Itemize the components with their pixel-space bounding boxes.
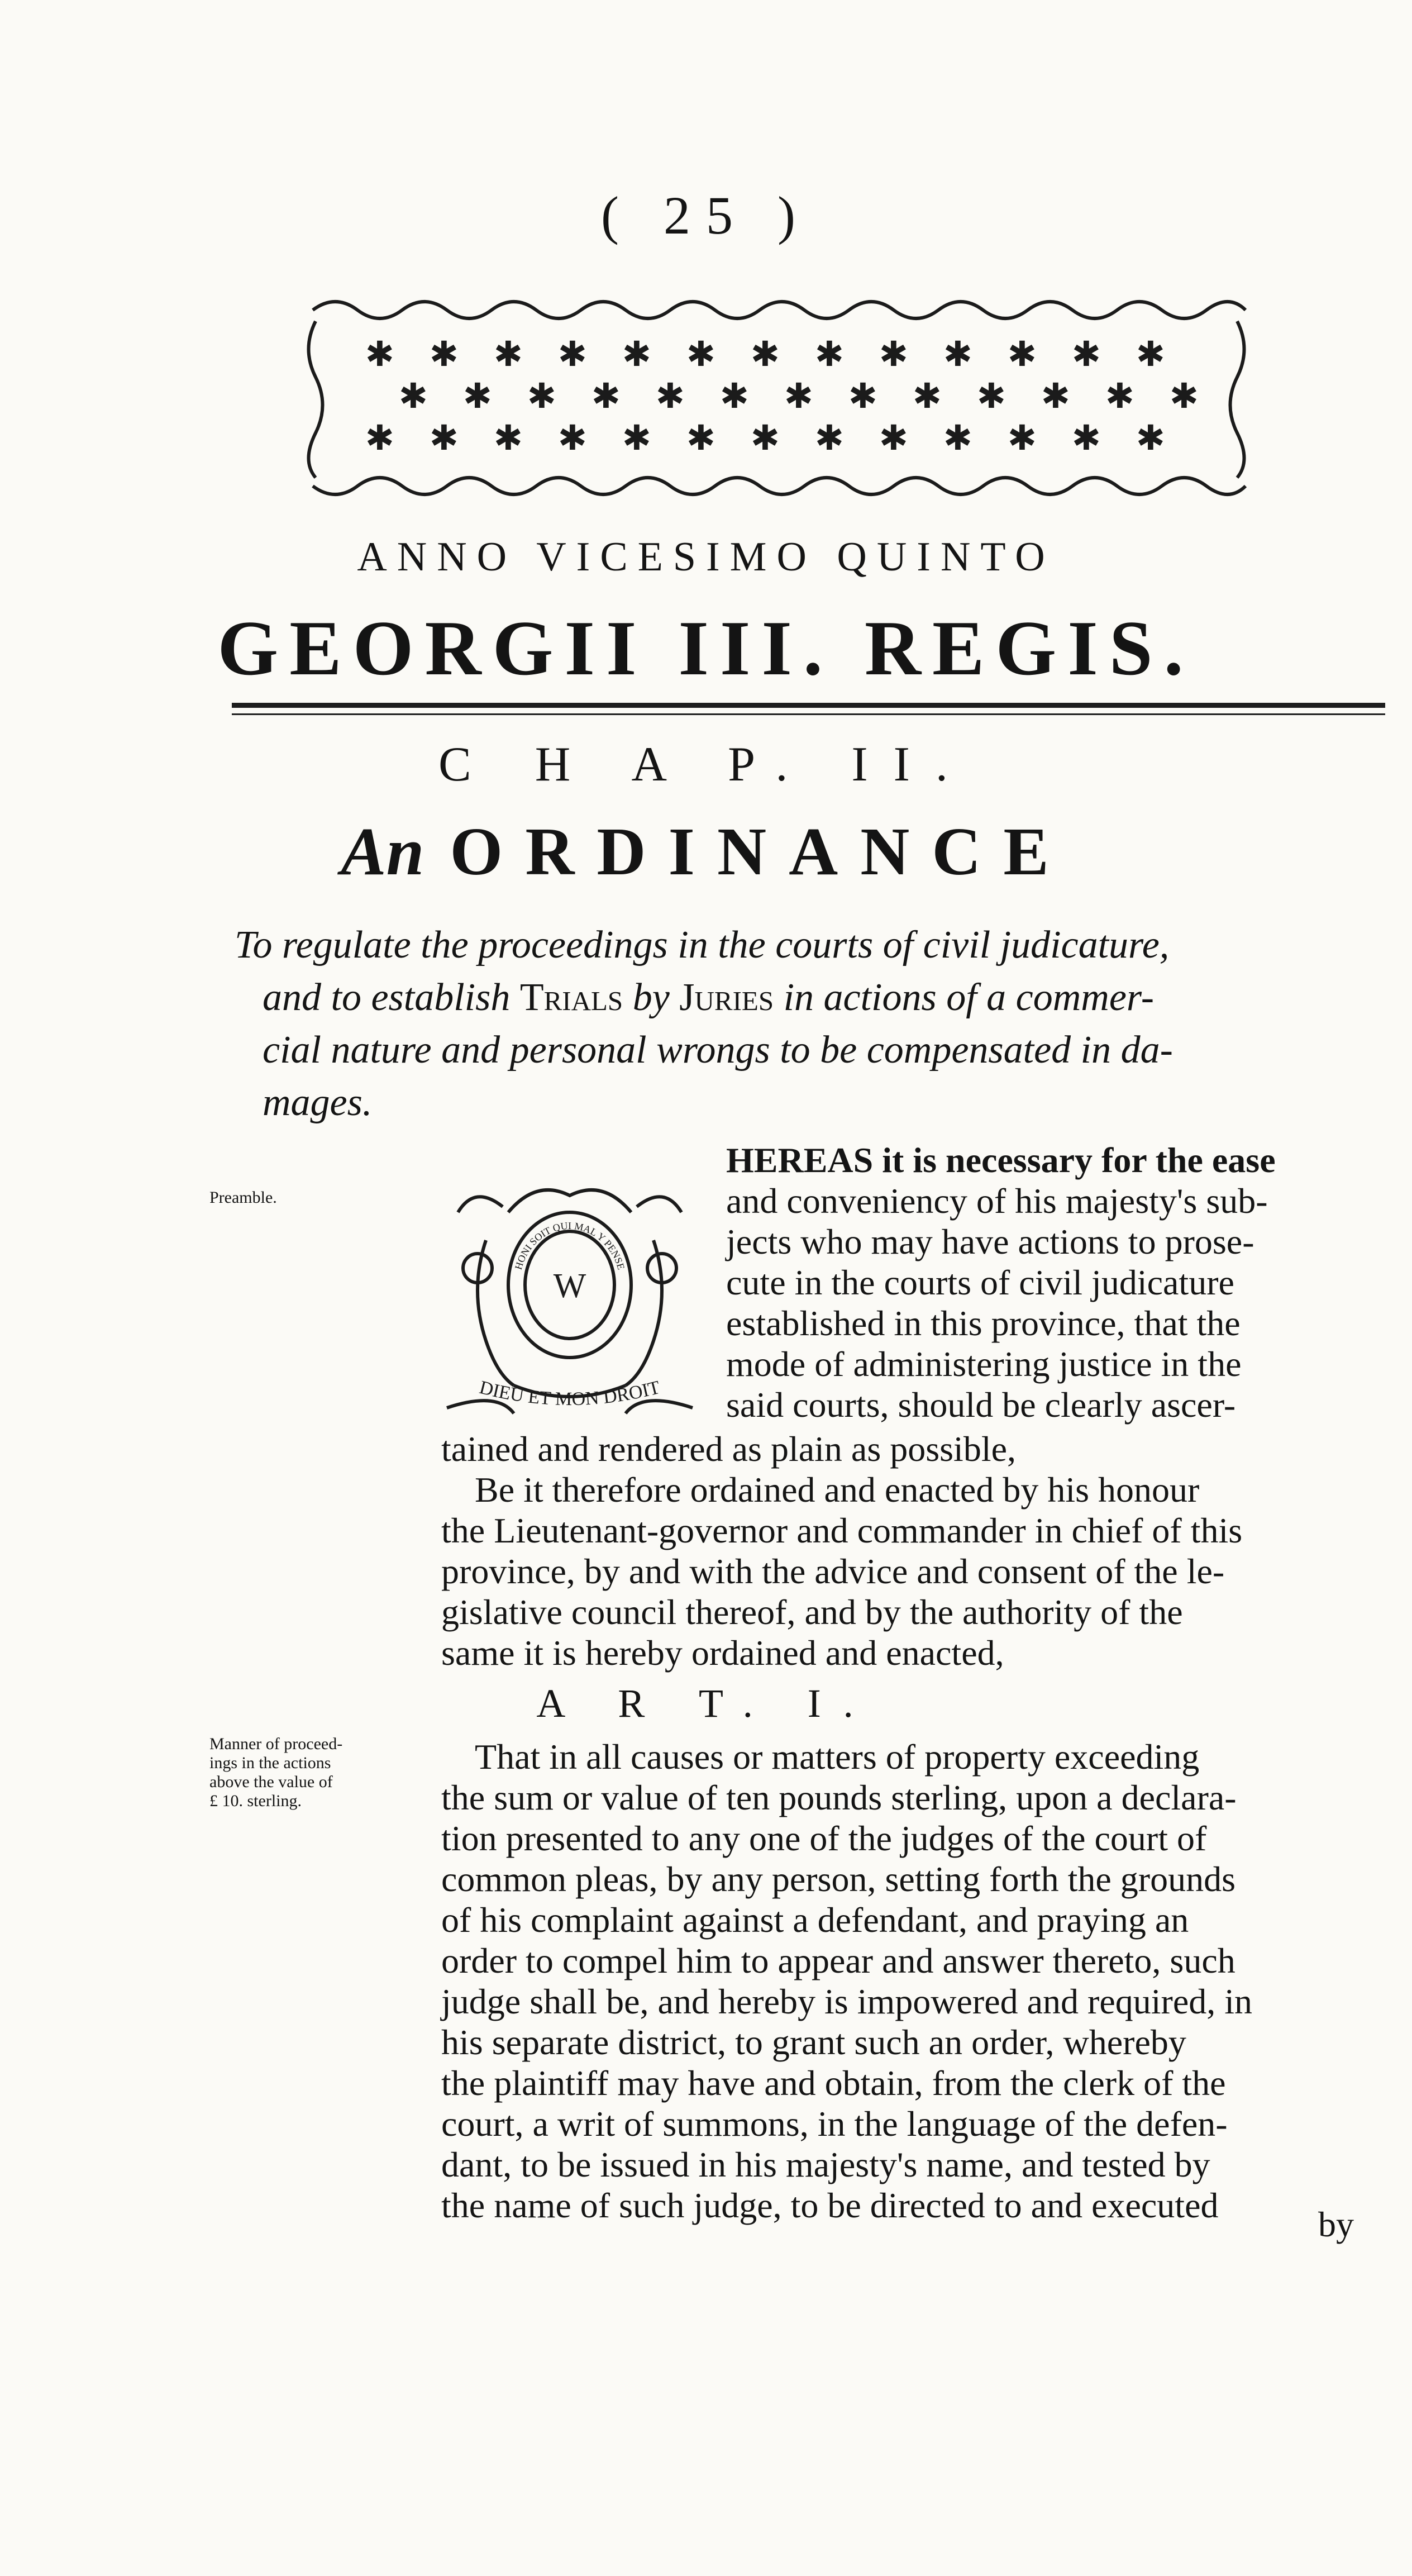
ornament-star-icon: ✱ [622,417,651,458]
preamble-line: cute in the courts of civil judicature [726,1263,1234,1302]
ornament-star-icon: ✱ [686,417,715,458]
subtitle-text: cial nature and personal wrongs to be compensated in da- [263,1029,1173,1072]
ornament-header-band [302,288,1251,511]
preamble-line: jects who may have actions to prose- [726,1222,1254,1261]
subtitle-text: by [623,976,680,1019]
ornament-star-icon: ✱ [848,375,877,416]
article-line: the sum or value of ten pounds sterling, upon a declara- [441,1778,1237,1817]
crest-letter: W [553,1267,586,1305]
article-line: tion presented to any one of the judges of the court of [441,1818,1207,1858]
ornament-star-icon: ✱ [913,375,942,416]
subtitle-line-1 [235,919,1368,972]
article-line: judge shall be, and hereby is impowered and required, in [441,1982,1252,2021]
subtitle-trials: Trials [519,976,623,1019]
crest-motto: DIEU ET MON DROIT [477,1377,662,1410]
ordinance-subtitle [235,919,1368,1129]
ornament-star-icon: ✱ [1072,334,1101,374]
ornament-star-icon: ✱ [1136,417,1165,458]
ornament-star-icon: ✱ [430,417,459,458]
ornament-star-icon: ✱ [815,417,844,458]
ornament-star-icon: ✱ [815,334,844,374]
marginal-note-line: ings in the actions [209,1754,331,1772]
crest-garter-motto: HONI SOIT QUI MAL Y PENSE [512,1220,627,1271]
article-line: court, a writ of summons, in the language of the defen- [441,2104,1228,2144]
subtitle-line-2 [235,972,1368,1024]
subtitle-text: To regulate the proceedings in the courts of civil judicature, [235,923,1170,966]
ornament-star-icon: ✱ [720,375,749,416]
royal-coat-of-arms-icon [424,1145,715,1425]
ornament-star-icon: ✱ [1072,417,1101,458]
subtitle-juries: Juries [679,976,774,1019]
preamble-line: HEREAS it is necessary for the ease [726,1140,1276,1180]
body-line: same it is hereby ordained and enacted, [441,1633,1004,1673]
body-line: gislative council thereof, and by the authority of the [441,1592,1183,1632]
preamble-line: and conveniency of his majesty's sub- [726,1181,1268,1221]
ornament-star-icon: ✱ [430,334,459,374]
subtitle-text: in actions of a commer- [774,976,1155,1019]
marginal-note-preamble: Preamble. [209,1188,277,1207]
ornament-star-icon: ✱ [399,375,428,416]
preamble-line: established in this province, that the [726,1303,1241,1343]
ornament-star-icon: ✱ [622,334,651,374]
article-line: his separate district, to grant such an order, whereby [441,2022,1186,2062]
ornament-star-icon: ✱ [463,375,492,416]
ornament-star-icon: ✱ [1170,375,1199,416]
ornament-star-icon: ✱ [365,334,394,374]
ornament-star-icon: ✱ [527,375,556,416]
ornament-star-icon: ✱ [943,417,972,458]
article-line: of his complaint against a defendant, and praying an [441,1900,1189,1940]
article-heading: A R T. I. [536,1681,876,1726]
ornament-star-icon: ✱ [751,334,780,374]
ornament-star-icon: ✱ [1105,375,1134,416]
page-number: ( 25 ) [601,185,811,245]
subtitle-line-4 [235,1077,1368,1129]
subtitle-text: and to establish [263,976,520,1019]
ornament-star-icon: ✱ [558,334,587,374]
ornament-star-icon: ✱ [879,417,908,458]
ornament-star-icon: ✱ [558,417,587,458]
preamble-line: mode of administering justice in the [726,1344,1242,1384]
anno-heading: ANNO VICESIMO QUINTO [357,534,1055,580]
article-line: That in all causes or matters of property exceeding [475,1737,1200,1777]
ornament-star-icon: ✱ [1008,417,1037,458]
ornament-star-icon: ✱ [751,417,780,458]
ordinance-prefix: An [341,814,424,889]
article-line: order to compel him to appear and answer thereto, such [441,1941,1236,1980]
body-line: the Lieutenant-governor and commander in chief of this [441,1511,1243,1550]
marginal-note-line: £ 10. sterling. [209,1792,302,1810]
body-line: province, by and with the advice and consent of the le- [441,1551,1225,1591]
subtitle-text: mages. [263,1081,373,1124]
article-line: common pleas, by any person, setting forth the grounds [441,1859,1236,1899]
heading-rule-thin [232,713,1385,715]
subtitle-line-3 [235,1024,1368,1077]
ornament-star-icon: ✱ [1041,375,1070,416]
ornament-star-icon: ✱ [1136,334,1165,374]
ordinance-word: ORDINANCE [450,814,1071,889]
body-line: tained and rendered as plain as possible, [441,1429,1016,1469]
ornament-star-icon: ✱ [784,375,813,416]
ornament-star-icon: ✱ [656,375,685,416]
preamble-line: said courts, should be clearly ascer- [726,1385,1236,1425]
ornament-star-icon: ✱ [1008,334,1037,374]
marginal-note-line: above the value of [209,1773,333,1791]
ornament-star-icon: ✱ [686,334,715,374]
chapter-heading: C H A P. II. [438,737,974,792]
ornament-star-icon: ✱ [494,334,523,374]
article-line: the name of such judge, to be directed to and executed [441,2185,1219,2225]
ornament-star-icon: ✱ [943,334,972,374]
ornament-star-icon: ✱ [879,334,908,374]
ordinance-heading [0,813,1412,891]
article-line: the plaintiff may have and obtain, from the clerk of the [441,2063,1226,2103]
ornament-star-icon: ✱ [494,417,523,458]
catchword: by [1318,2204,1354,2244]
marginal-note-line: Manner of proceed- [209,1735,343,1753]
regis-heading: GEORGII III. REGIS. [217,605,1195,692]
ornament-star-icon: ✱ [365,417,394,458]
heading-rule-thick [232,703,1385,708]
ornament-star-icon: ✱ [591,375,621,416]
body-line: Be it therefore ordained and enacted by his honour [475,1470,1200,1510]
marginal-note-manner [209,1735,342,1811]
article-line: dant, to be issued in his majesty's name, and tested by [441,2145,1210,2184]
ornament-star-icon: ✱ [977,375,1006,416]
